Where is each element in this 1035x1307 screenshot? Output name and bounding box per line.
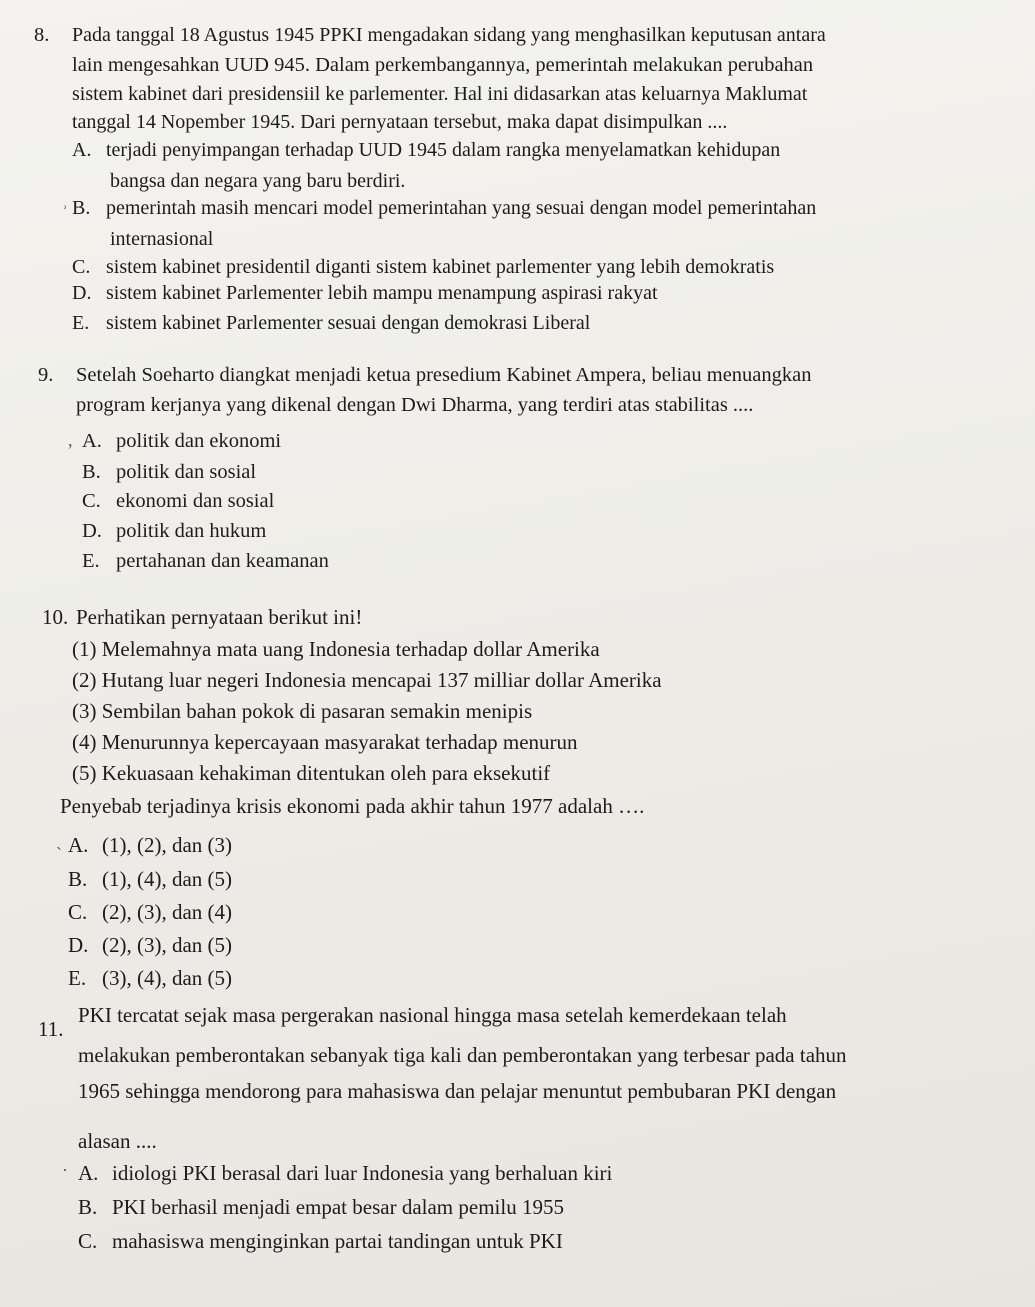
option-letter: E.	[68, 966, 87, 990]
question-text-line: sistem kabinet dari presidensiil ke parlementer. Hal ini didasarkan atas keluarnya Maklumat	[72, 83, 808, 105]
option-c	[68, 899, 232, 925]
option-letter: B.	[82, 461, 101, 483]
option-letter: C.	[68, 900, 88, 924]
option-text: pemerintah masih mencari model pemerintahan yang sesuai dengan model pemerintahan	[106, 197, 817, 219]
option-letter: B.	[72, 197, 91, 219]
option-text: sistem kabinet presidentil diganti sistem kabinet parlementer yang lebih demokratis	[106, 256, 775, 278]
question-text-line: Perhatikan pernyataan berikut ini!	[76, 605, 363, 629]
question-text-line: PKI tercatat sejak masa pergerakan nasional hingga masa setelah kemerdekaan telah	[78, 1003, 787, 1027]
option-a	[78, 1160, 612, 1186]
option-text: sistem kabinet Parlementer sesuai dengan demokrasi Liberal	[106, 312, 591, 334]
question-text-line: Setelah Soeharto diangkat menjadi ketua presedium Kabinet Ampera, beliau menuangkan	[76, 364, 812, 386]
question-number: 9.	[38, 364, 54, 386]
question-number: 11.	[38, 1017, 64, 1041]
option-letter: E.	[72, 312, 90, 334]
question-text-line: alasan ....	[78, 1129, 157, 1153]
option-a	[68, 832, 232, 858]
option-d	[72, 280, 658, 306]
option-b-continued: internasional	[110, 228, 214, 250]
option-c	[72, 254, 774, 280]
option-text: idiologi PKI berasal dari luar Indonesia yang berhaluan kiri	[112, 1161, 613, 1185]
option-text: sistem kabinet Parlementer lebih mampu menampung aspirasi rakyat	[106, 282, 658, 304]
option-letter: A.	[68, 833, 89, 857]
statement-3: (3) Sembilan bahan pokok di pasaran semakin menipis	[72, 699, 533, 723]
option-letter: A.	[72, 139, 92, 161]
statement-4: (4) Menurunnya kepercayaan masyarakat terhadap menurun	[72, 730, 578, 754]
option-a-continued: bangsa dan negara yang baru berdiri.	[110, 170, 406, 192]
question-number: 10.	[42, 605, 69, 629]
option-letter: B.	[68, 867, 88, 891]
statement-5: (5) Kekuasaan kehakiman ditentukan oleh para eksekutif	[72, 761, 551, 785]
option-letter: C.	[72, 256, 91, 278]
option-text: (1), (4), dan (5)	[102, 867, 233, 891]
option-d	[82, 518, 266, 544]
option-b	[68, 866, 232, 892]
statement-2: (2) Hutang luar negeri Indonesia mencapai 137 milliar dollar Amerika	[72, 668, 662, 692]
option-text: pertahanan dan keamanan	[116, 550, 329, 572]
option-c	[78, 1228, 563, 1254]
pencil-mark-icon: ·	[62, 1160, 68, 1180]
question-text-line: 1965 sehingga mendorong para mahasiswa dan pelajar menuntut pembubaran PKI dengan	[78, 1079, 837, 1103]
option-text: terjadi penyimpangan terhadap UUD 1945 dalam rangka menyelamatkan kehidupan	[106, 139, 781, 161]
option-a	[72, 137, 780, 163]
option-text: mahasiswa menginginkan partai tandingan untuk PKI	[112, 1229, 563, 1253]
option-d	[68, 932, 232, 958]
option-c	[82, 488, 274, 514]
option-letter: A.	[82, 430, 102, 452]
option-e	[72, 310, 590, 336]
option-text: (2), (3), dan (4)	[102, 900, 233, 924]
option-letter: D.	[72, 282, 92, 304]
option-text: PKI berhasil menjadi empat besar dalam pemilu 1955	[112, 1195, 564, 1219]
question-text-line: melakukan pemberontakan sebanyak tiga kali dan pemberontakan yang terbesar pada tahun	[78, 1043, 847, 1067]
option-b	[82, 459, 256, 485]
option-text: (1), (2), dan (3)	[102, 833, 233, 857]
question-text-line: Pada tanggal 18 Agustus 1945 PPKI mengadakan sidang yang menghasilkan keputusan antara	[72, 24, 826, 46]
pencil-mark-icon: ,	[68, 430, 73, 450]
option-a	[82, 428, 281, 454]
question-number: 8.	[34, 24, 50, 46]
option-text: ekonomi dan sosial	[116, 490, 275, 512]
pencil-mark-icon: ˎ	[56, 830, 62, 850]
option-b	[72, 195, 816, 221]
question-prompt: Penyebab terjadinya krisis ekonomi pada akhir tahun 1977 adalah ….	[60, 794, 645, 818]
option-letter: C.	[82, 490, 101, 512]
option-letter: E.	[82, 550, 100, 572]
option-letter: D.	[68, 933, 89, 957]
question-text-line: tanggal 14 Nopember 1945. Dari pernyataan tersebut, maka dapat disimpulkan ....	[72, 111, 728, 133]
question-text-line: program kerjanya yang dikenal dengan Dwi Dharma, yang terdiri atas stabilitas ....	[76, 394, 754, 416]
option-letter: A.	[78, 1161, 99, 1185]
option-letter: C.	[78, 1229, 98, 1253]
option-b	[78, 1194, 564, 1220]
option-text: politik dan hukum	[116, 520, 267, 542]
option-letter: D.	[82, 520, 102, 542]
pencil-mark-icon: ˒	[62, 194, 68, 214]
option-e	[82, 548, 329, 574]
option-e	[68, 965, 232, 991]
option-text: (2), (3), dan (5)	[102, 933, 233, 957]
statement-1: (1) Melemahnya mata uang Indonesia terhadap dollar Amerika	[72, 637, 600, 661]
option-text: politik dan sosial	[116, 461, 257, 483]
option-text: (3), (4), dan (5)	[102, 966, 233, 990]
option-letter: B.	[78, 1195, 98, 1219]
question-text-line: lain mengesahkan UUD 945. Dalam perkembangannya, pemerintah melakukan perubahan	[72, 54, 814, 76]
option-text: politik dan ekonomi	[116, 430, 282, 452]
